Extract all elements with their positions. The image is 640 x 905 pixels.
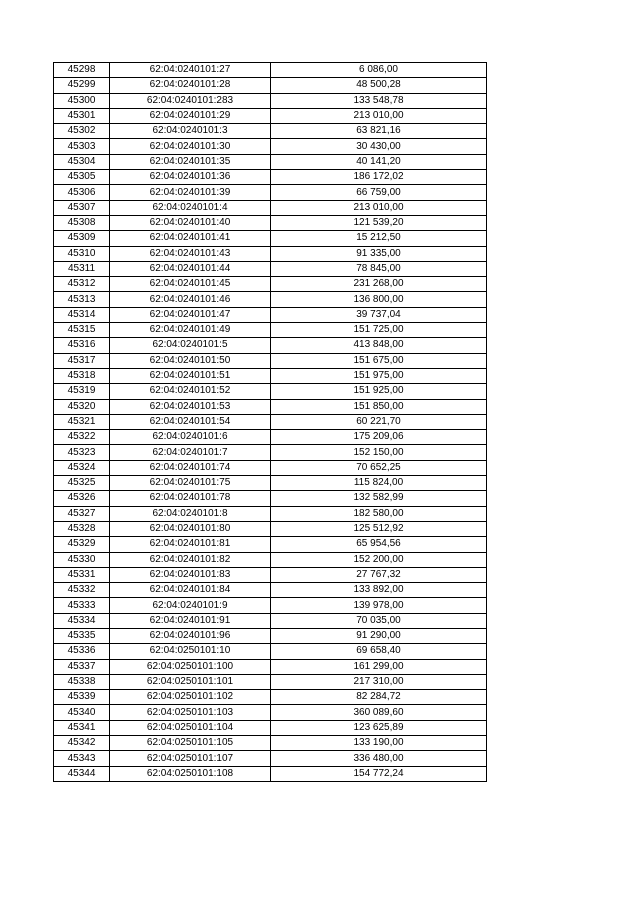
cadastral-number-cell: 62:04:0240101:46 bbox=[110, 292, 271, 307]
row-number-cell: 45320 bbox=[54, 399, 110, 414]
value-cell: 6 086,00 bbox=[271, 63, 487, 78]
cadastral-number-cell: 62:04:0240101:45 bbox=[110, 277, 271, 292]
row-number-cell: 45305 bbox=[54, 170, 110, 185]
value-cell: 151 675,00 bbox=[271, 353, 487, 368]
value-cell: 175 209,06 bbox=[271, 430, 487, 445]
value-cell: 133 548,78 bbox=[271, 93, 487, 108]
table-row bbox=[54, 445, 487, 460]
value-cell: 60 221,70 bbox=[271, 414, 487, 429]
value-cell: 70 652,25 bbox=[271, 460, 487, 475]
value-cell: 65 954,56 bbox=[271, 537, 487, 552]
value-cell: 151 925,00 bbox=[271, 384, 487, 399]
table-row bbox=[54, 277, 487, 292]
row-number-cell: 45316 bbox=[54, 338, 110, 353]
value-cell: 151 975,00 bbox=[271, 368, 487, 383]
table-row bbox=[54, 231, 487, 246]
value-cell: 63 821,16 bbox=[271, 124, 487, 139]
table-row bbox=[54, 659, 487, 674]
table-row bbox=[54, 200, 487, 215]
row-number-cell: 45336 bbox=[54, 644, 110, 659]
value-cell: 213 010,00 bbox=[271, 200, 487, 215]
row-number-cell: 45306 bbox=[54, 185, 110, 200]
table-row bbox=[54, 93, 487, 108]
value-cell: 27 767,32 bbox=[271, 567, 487, 582]
row-number-cell: 45343 bbox=[54, 751, 110, 766]
value-cell: 69 658,40 bbox=[271, 644, 487, 659]
value-cell: 136 800,00 bbox=[271, 292, 487, 307]
table-row bbox=[54, 307, 487, 322]
value-cell: 123 625,89 bbox=[271, 720, 487, 735]
cadastral-number-cell: 62:04:0240101:41 bbox=[110, 231, 271, 246]
table-row bbox=[54, 246, 487, 261]
cadastral-number-cell: 62:04:0240101:47 bbox=[110, 307, 271, 322]
table-row bbox=[54, 185, 487, 200]
cadastral-number-cell: 62:04:0240101:9 bbox=[110, 598, 271, 613]
table-row bbox=[54, 583, 487, 598]
value-cell: 161 299,00 bbox=[271, 659, 487, 674]
table-row bbox=[54, 491, 487, 506]
row-number-cell: 45317 bbox=[54, 353, 110, 368]
value-cell: 336 480,00 bbox=[271, 751, 487, 766]
row-number-cell: 45314 bbox=[54, 307, 110, 322]
cadastral-number-cell: 62:04:0240101:91 bbox=[110, 613, 271, 628]
table-row bbox=[54, 108, 487, 123]
value-cell: 82 284,72 bbox=[271, 690, 487, 705]
value-cell: 15 212,50 bbox=[271, 231, 487, 246]
row-number-cell: 45312 bbox=[54, 277, 110, 292]
row-number-cell: 45341 bbox=[54, 720, 110, 735]
table-row bbox=[54, 766, 487, 781]
value-cell: 66 759,00 bbox=[271, 185, 487, 200]
table-row bbox=[54, 353, 487, 368]
table-row bbox=[54, 292, 487, 307]
value-cell: 91 335,00 bbox=[271, 246, 487, 261]
table-row bbox=[54, 476, 487, 491]
table-row bbox=[54, 368, 487, 383]
cadastral-number-cell: 62:04:0240101:39 bbox=[110, 185, 271, 200]
value-cell: 213 010,00 bbox=[271, 108, 487, 123]
row-number-cell: 45326 bbox=[54, 491, 110, 506]
row-number-cell: 45307 bbox=[54, 200, 110, 215]
row-number-cell: 45322 bbox=[54, 430, 110, 445]
row-number-cell: 45335 bbox=[54, 628, 110, 643]
cadastral-number-cell: 62:04:0240101:50 bbox=[110, 353, 271, 368]
value-cell: 78 845,00 bbox=[271, 261, 487, 276]
cadastral-number-cell: 62:04:0250101:101 bbox=[110, 674, 271, 689]
cadastral-number-cell: 62:04:0240101:84 bbox=[110, 583, 271, 598]
table-row bbox=[54, 399, 487, 414]
value-cell: 132 582,99 bbox=[271, 491, 487, 506]
value-cell: 152 200,00 bbox=[271, 552, 487, 567]
row-number-cell: 45303 bbox=[54, 139, 110, 154]
cadastral-number-cell: 62:04:0240101:6 bbox=[110, 430, 271, 445]
cadastral-number-cell: 62:04:0250101:103 bbox=[110, 705, 271, 720]
cadastral-number-cell: 62:04:0240101:29 bbox=[110, 108, 271, 123]
row-number-cell: 45342 bbox=[54, 736, 110, 751]
row-number-cell: 45298 bbox=[54, 63, 110, 78]
cadastral-number-cell: 62:04:0240101:4 bbox=[110, 200, 271, 215]
table-row bbox=[54, 430, 487, 445]
cadastral-number-cell: 62:04:0250101:102 bbox=[110, 690, 271, 705]
value-cell: 48 500,28 bbox=[271, 78, 487, 93]
row-number-cell: 45328 bbox=[54, 521, 110, 536]
cadastral-number-cell: 62:04:0240101:283 bbox=[110, 93, 271, 108]
table-row bbox=[54, 690, 487, 705]
table-row bbox=[54, 124, 487, 139]
table-row bbox=[54, 63, 487, 78]
row-number-cell: 45333 bbox=[54, 598, 110, 613]
cadastral-number-cell: 62:04:0240101:80 bbox=[110, 521, 271, 536]
row-number-cell: 45308 bbox=[54, 215, 110, 230]
value-cell: 360 089,60 bbox=[271, 705, 487, 720]
cadastral-number-cell: 62:04:0240101:96 bbox=[110, 628, 271, 643]
value-cell: 70 035,00 bbox=[271, 613, 487, 628]
cadastral-number-cell: 62:04:0240101:28 bbox=[110, 78, 271, 93]
row-number-cell: 45344 bbox=[54, 766, 110, 781]
value-cell: 30 430,00 bbox=[271, 139, 487, 154]
row-number-cell: 45324 bbox=[54, 460, 110, 475]
table-row bbox=[54, 170, 487, 185]
row-number-cell: 45309 bbox=[54, 231, 110, 246]
cadastral-number-cell: 62:04:0240101:36 bbox=[110, 170, 271, 185]
value-cell: 133 892,00 bbox=[271, 583, 487, 598]
row-number-cell: 45315 bbox=[54, 323, 110, 338]
table-row bbox=[54, 552, 487, 567]
value-cell: 115 824,00 bbox=[271, 476, 487, 491]
table-row bbox=[54, 323, 487, 338]
value-cell: 186 172,02 bbox=[271, 170, 487, 185]
row-number-cell: 45332 bbox=[54, 583, 110, 598]
cadastral-number-cell: 62:04:0240101:35 bbox=[110, 154, 271, 169]
row-number-cell: 45334 bbox=[54, 613, 110, 628]
cadastral-number-cell: 62:04:0240101:8 bbox=[110, 506, 271, 521]
cadastral-number-cell: 62:04:0250101:107 bbox=[110, 751, 271, 766]
cadastral-number-cell: 62:04:0240101:7 bbox=[110, 445, 271, 460]
cadastral-number-cell: 62:04:0250101:105 bbox=[110, 736, 271, 751]
cadastral-number-cell: 62:04:0250101:104 bbox=[110, 720, 271, 735]
table-row bbox=[54, 460, 487, 475]
value-cell: 217 310,00 bbox=[271, 674, 487, 689]
table-row bbox=[54, 613, 487, 628]
table-row bbox=[54, 567, 487, 582]
value-cell: 152 150,00 bbox=[271, 445, 487, 460]
value-cell: 91 290,00 bbox=[271, 628, 487, 643]
table-row bbox=[54, 154, 487, 169]
cadastral-number-cell: 62:04:0240101:82 bbox=[110, 552, 271, 567]
cadastral-number-cell: 62:04:0240101:5 bbox=[110, 338, 271, 353]
table-row bbox=[54, 414, 487, 429]
value-cell: 151 725,00 bbox=[271, 323, 487, 338]
value-cell: 413 848,00 bbox=[271, 338, 487, 353]
table-row bbox=[54, 628, 487, 643]
table-row bbox=[54, 338, 487, 353]
table-row bbox=[54, 384, 487, 399]
value-cell: 154 772,24 bbox=[271, 766, 487, 781]
table-row bbox=[54, 751, 487, 766]
cadastral-number-cell: 62:04:0240101:78 bbox=[110, 491, 271, 506]
row-number-cell: 45318 bbox=[54, 368, 110, 383]
value-cell: 121 539,20 bbox=[271, 215, 487, 230]
row-number-cell: 45325 bbox=[54, 476, 110, 491]
table-row bbox=[54, 644, 487, 659]
table-row bbox=[54, 598, 487, 613]
cadastral-number-cell: 62:04:0240101:54 bbox=[110, 414, 271, 429]
row-number-cell: 45329 bbox=[54, 537, 110, 552]
table-row bbox=[54, 139, 487, 154]
cadastral-number-cell: 62:04:0250101:10 bbox=[110, 644, 271, 659]
row-number-cell: 45319 bbox=[54, 384, 110, 399]
table-row bbox=[54, 215, 487, 230]
value-cell: 182 580,00 bbox=[271, 506, 487, 521]
row-number-cell: 45330 bbox=[54, 552, 110, 567]
row-number-cell: 45299 bbox=[54, 78, 110, 93]
table-row bbox=[54, 736, 487, 751]
cadastral-number-cell: 62:04:0240101:51 bbox=[110, 368, 271, 383]
row-number-cell: 45321 bbox=[54, 414, 110, 429]
cadastral-number-cell: 62:04:0240101:83 bbox=[110, 567, 271, 582]
table-row bbox=[54, 705, 487, 720]
cadastral-number-cell: 62:04:0240101:74 bbox=[110, 460, 271, 475]
data-table bbox=[53, 62, 487, 782]
table-body bbox=[54, 63, 487, 782]
row-number-cell: 45310 bbox=[54, 246, 110, 261]
row-number-cell: 45340 bbox=[54, 705, 110, 720]
cadastral-number-cell: 62:04:0240101:43 bbox=[110, 246, 271, 261]
row-number-cell: 45323 bbox=[54, 445, 110, 460]
table-row bbox=[54, 674, 487, 689]
row-number-cell: 45301 bbox=[54, 108, 110, 123]
cadastral-number-cell: 62:04:0240101:40 bbox=[110, 215, 271, 230]
value-cell: 125 512,92 bbox=[271, 521, 487, 536]
cadastral-number-cell: 62:04:0240101:30 bbox=[110, 139, 271, 154]
row-number-cell: 45302 bbox=[54, 124, 110, 139]
row-number-cell: 45338 bbox=[54, 674, 110, 689]
value-cell: 151 850,00 bbox=[271, 399, 487, 414]
cadastral-number-cell: 62:04:0240101:49 bbox=[110, 323, 271, 338]
row-number-cell: 45339 bbox=[54, 690, 110, 705]
cadastral-number-cell: 62:04:0250101:100 bbox=[110, 659, 271, 674]
cadastral-number-cell: 62:04:0250101:108 bbox=[110, 766, 271, 781]
table-row bbox=[54, 261, 487, 276]
table-row bbox=[54, 506, 487, 521]
cadastral-number-cell: 62:04:0240101:44 bbox=[110, 261, 271, 276]
value-cell: 39 737,04 bbox=[271, 307, 487, 322]
row-number-cell: 45300 bbox=[54, 93, 110, 108]
row-number-cell: 45304 bbox=[54, 154, 110, 169]
value-cell: 231 268,00 bbox=[271, 277, 487, 292]
table-row bbox=[54, 720, 487, 735]
cadastral-number-cell: 62:04:0240101:3 bbox=[110, 124, 271, 139]
table-row bbox=[54, 537, 487, 552]
table-row bbox=[54, 78, 487, 93]
row-number-cell: 45331 bbox=[54, 567, 110, 582]
row-number-cell: 45311 bbox=[54, 261, 110, 276]
cadastral-number-cell: 62:04:0240101:27 bbox=[110, 63, 271, 78]
value-cell: 133 190,00 bbox=[271, 736, 487, 751]
cadastral-number-cell: 62:04:0240101:52 bbox=[110, 384, 271, 399]
row-number-cell: 45337 bbox=[54, 659, 110, 674]
value-cell: 139 978,00 bbox=[271, 598, 487, 613]
row-number-cell: 45327 bbox=[54, 506, 110, 521]
table-row bbox=[54, 521, 487, 536]
cadastral-number-cell: 62:04:0240101:53 bbox=[110, 399, 271, 414]
value-cell: 40 141,20 bbox=[271, 154, 487, 169]
cadastral-number-cell: 62:04:0240101:81 bbox=[110, 537, 271, 552]
cadastral-number-cell: 62:04:0240101:75 bbox=[110, 476, 271, 491]
row-number-cell: 45313 bbox=[54, 292, 110, 307]
